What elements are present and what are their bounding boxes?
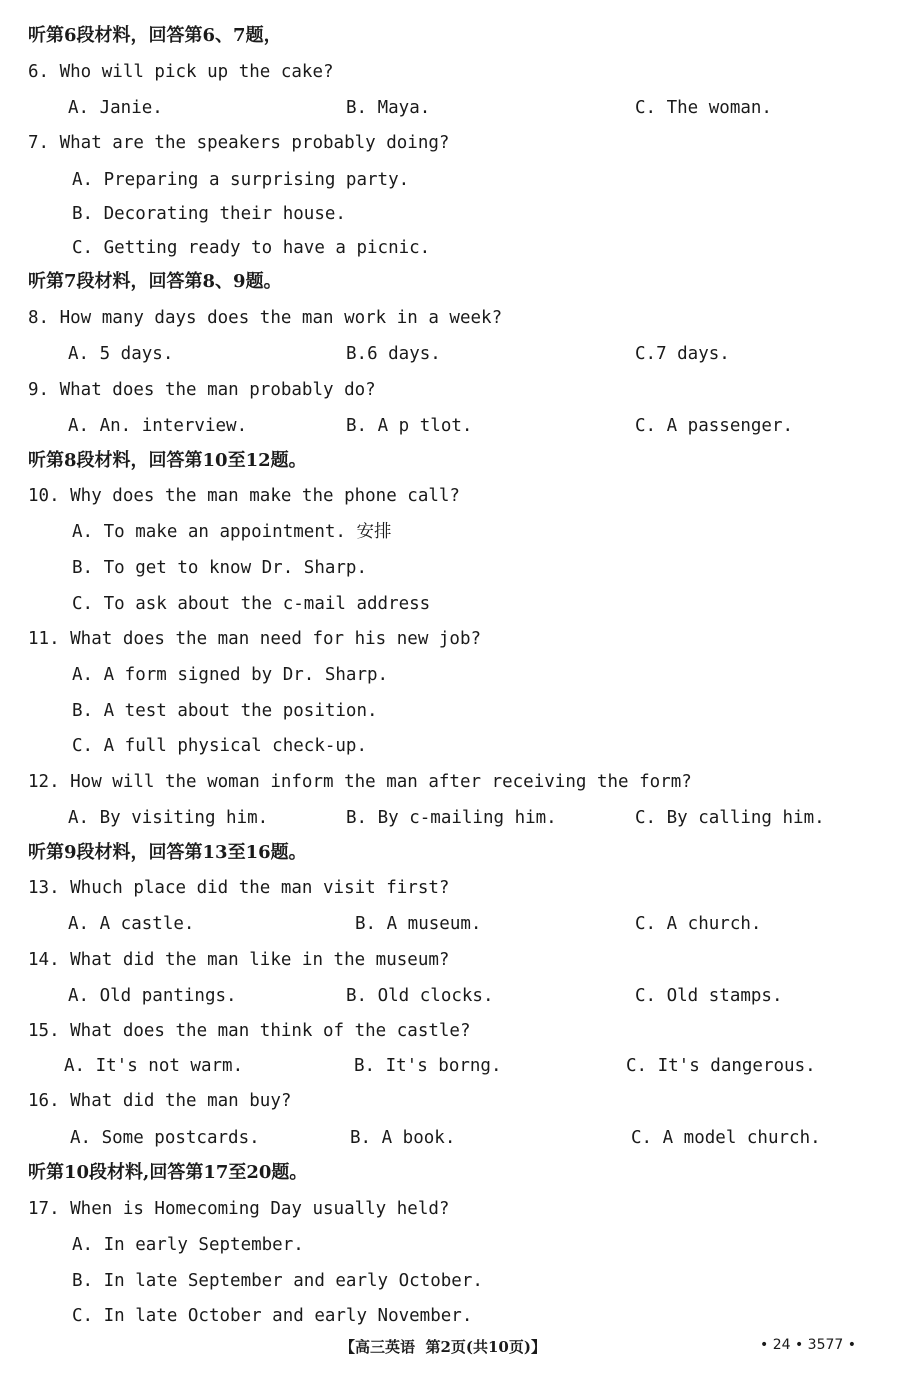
question-6-option-a: A. Janie. [68,98,163,118]
question-14-option-b: B. Old clocks. [346,986,494,1006]
question-17-option-c: C. In late October and early November. [72,1306,473,1326]
question-15-option-a: A. It's not warm. [64,1056,244,1076]
question-9-option-a: A. An. interview. [68,416,248,436]
question-12-stem: 12. How will the woman inform the man after receiving the form? [28,772,692,792]
question-10-option-c: C. To ask about the c-mail address [72,594,431,614]
question-14-option-a: A. Old pantings. [68,986,237,1006]
section-heading-6: 听第6段材料，回答第6、7题， [28,25,282,46]
question-10-stem: 10. Why does the man make the phone call? [28,486,460,506]
section-heading-10: 听第10段材料,回答第17至20题。 [28,1162,308,1183]
question-13-stem: 13. Whuch place did the man visit first? [28,878,450,898]
question-12-option-a: A. By visiting him. [68,808,269,828]
question-6-option-b: B. Maya. [346,98,431,118]
question-8-stem: 8. How many days does the man work in a week? [28,308,503,328]
question-7-option-a: A. Preparing a surprising party. [72,170,410,190]
question-17-option-a: A. In early September. [72,1235,304,1255]
page-footer-title: 【高三英语 第2页(共10页)】 [340,1338,546,1356]
section-heading-7: 听第7段材料，回答第8、9题。 [28,271,282,292]
question-12-option-b: B. By c-mailing him. [346,808,557,828]
question-9-option-c: C. A passenger. [635,416,794,436]
question-11-option-b: B. A test about the position. [72,701,378,721]
question-16-stem: 16. What did the man buy? [28,1091,292,1111]
question-13-option-b: B. A museum. [355,914,482,934]
question-8-option-b: B.6 days. [346,344,441,364]
question-11-option-a: A. A form signed by Dr. Sharp. [72,665,389,685]
question-7-stem: 7. What are the speakers probably doing? [28,133,450,153]
page-footer-code: • 24 • 3577 • [760,1337,857,1353]
question-15-option-b: B. It's borng. [354,1056,502,1076]
question-14-option-c: C. Old stamps. [635,986,783,1006]
question-17-option-b: B. In late September and early October. [72,1271,483,1291]
question-13-option-c: C. A church. [635,914,762,934]
section-heading-9: 听第9段材料，回答第13至16题。 [28,842,307,863]
question-6-option-c: C. The woman. [635,98,772,118]
question-8-option-a: A. 5 days. [68,344,174,364]
question-11-option-c: C. A full physical check-up. [72,736,368,756]
question-16-option-c: C. A model church. [631,1128,821,1148]
question-10-option-a: A. To make an appointment. 安排 [72,522,392,542]
question-17-stem: 17. When is Homecoming Day usually held? [28,1199,450,1219]
question-16-option-b: B. A book. [350,1128,456,1148]
question-9-option-b: B. A p tlot. [346,416,473,436]
question-7-option-c: C. Getting ready to have a picnic. [72,238,431,258]
question-8-option-c: C.7 days. [635,344,730,364]
question-15-option-c: C. It's dangerous. [626,1056,816,1076]
question-6-stem: 6. Who will pick up the cake? [28,62,334,82]
question-15-stem: 15. What does the man think of the castle? [28,1021,471,1041]
question-9-stem: 9. What does the man probably do? [28,380,376,400]
question-14-stem: 14. What did the man like in the museum? [28,950,450,970]
section-heading-8: 听第8段材料，回答第10至12题。 [28,450,307,471]
question-10-option-b: B. To get to know Dr. Sharp. [72,558,368,578]
question-11-stem: 11. What does the man need for his new job? [28,629,482,649]
question-16-option-a: A. Some postcards. [70,1128,260,1148]
question-7-option-b: B. Decorating their house. [72,204,346,224]
question-13-option-a: A. A castle. [68,914,195,934]
question-12-option-c: C. By calling him. [635,808,825,828]
